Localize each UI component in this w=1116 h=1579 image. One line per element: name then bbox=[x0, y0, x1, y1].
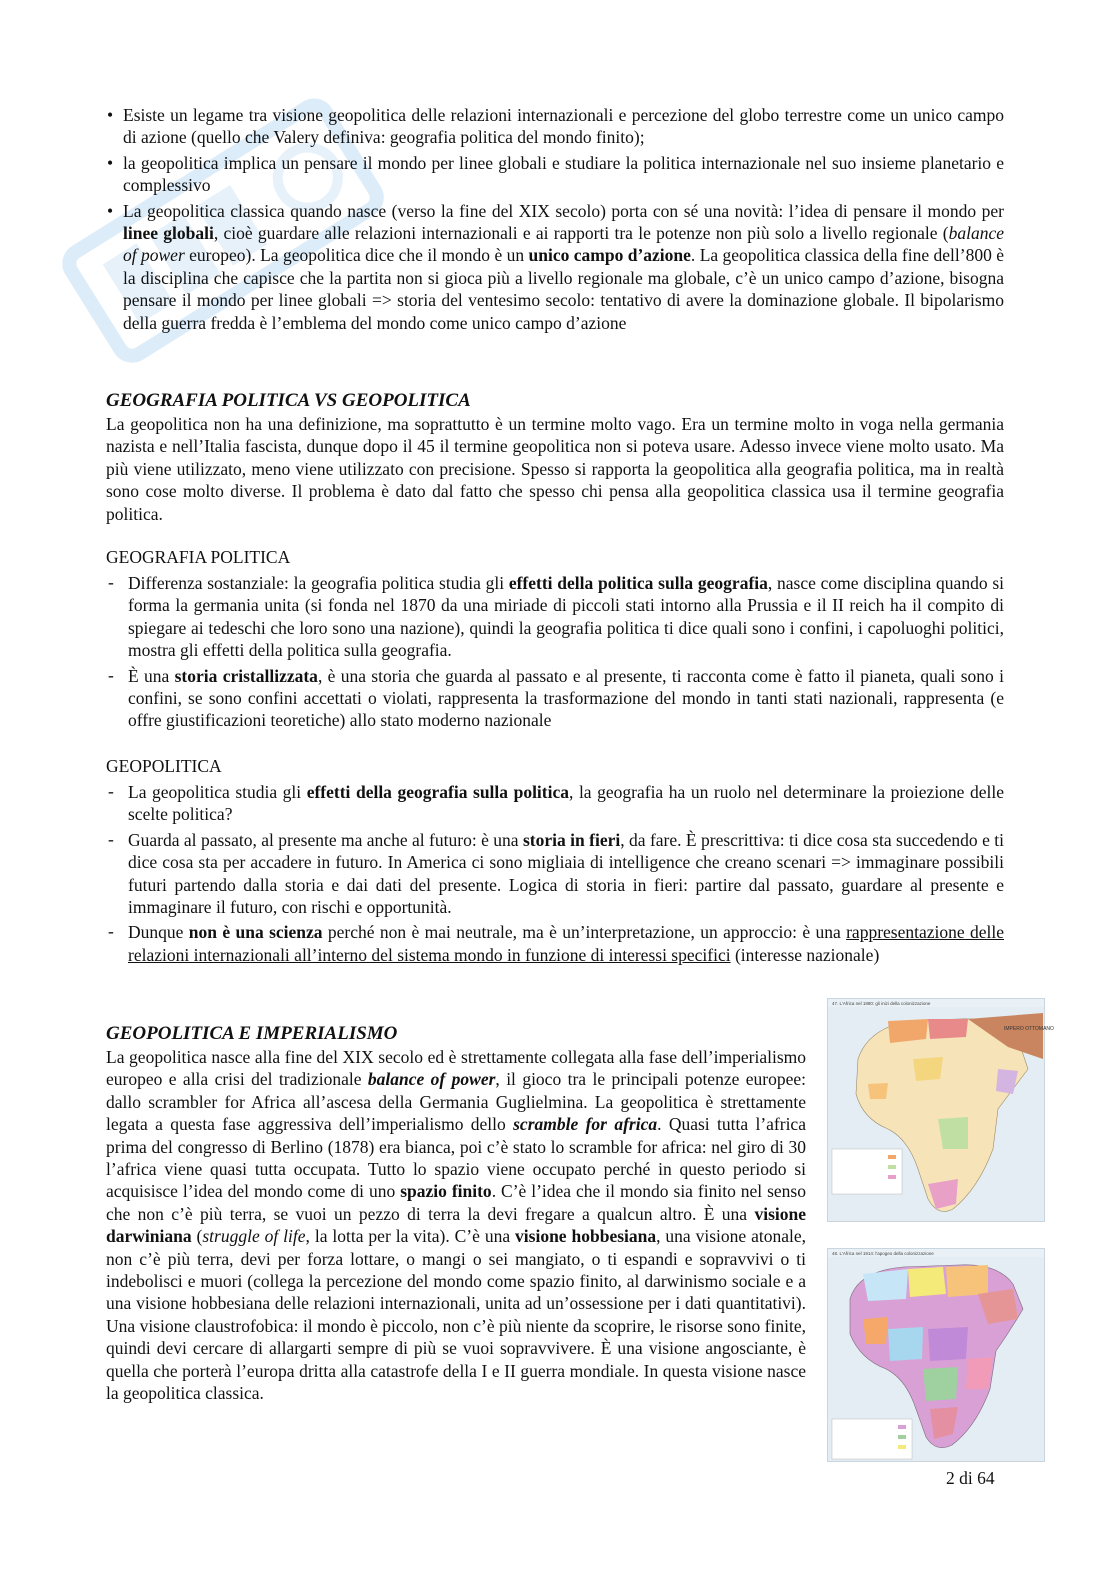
section-geografia-politica bbox=[106, 546, 1004, 735]
section-title: GEOPOLITICA E IMPERIALISMO bbox=[106, 1023, 398, 1044]
list-item bbox=[106, 781, 1004, 826]
bold-text: spazio finito bbox=[400, 1181, 492, 1202]
text-run: , è una storia che guarda al passato e al presente, ti racconta come è fatto il pianeta, quali sono i confini, se sono confini accettati o violati, rappresenta la trasformazione del mondo in tanti stati nazionali, rappresenta (e offre giustificazioni teoretiche) allo stato moderno nazionale bbox=[128, 665, 1004, 731]
text-run: La geopolitica studia gli bbox=[128, 782, 307, 802]
list-item bbox=[106, 921, 1004, 966]
text-run: europeo). La geopolitica dice che il mondo è un bbox=[184, 245, 529, 266]
intro-bullet-list bbox=[106, 104, 1004, 334]
text-run: la geopolitica implica un pensare il mondo per linee globali e studiare la politica internazionale nel suo insieme planetario e complessivo bbox=[123, 152, 1004, 196]
africa-map-1914-image bbox=[828, 1249, 1044, 1461]
intro-section bbox=[106, 104, 1004, 337]
section-geopolitica bbox=[106, 755, 1004, 969]
text-run: , la lotta per la vita). C’è una bbox=[305, 1226, 516, 1247]
list-item bbox=[106, 152, 1004, 197]
map-label-impero-ottomano: IMPERO OTTOMANO bbox=[1004, 1026, 1054, 1032]
text-run: . Quasi tutta l’africa prima del congresso di Berlino (1878) era bianca, poi c’è stato lo scramble for africa: nel giro di 30 l’africa viene quasi tutta occupata. Tutto lo spazio viene occupato perché in questo periodo si acquisisce l’idea del mondo come di uno bbox=[106, 1114, 806, 1202]
section-paragraph bbox=[106, 1046, 806, 1405]
text-run: perché non è mai neutrale, ma è un’interpretazione, un approccio: è una bbox=[322, 922, 847, 943]
text-run: , il gioco tra le principali potenze europee: dallo scrambler for Africa all’ascesa della Germania Guglielmina. La geopolitica è strettamente legata a questa fase aggressiva dell’imperialismo dello bbox=[106, 1069, 807, 1135]
text-run: La geopolitica nasce alla fine del XIX secolo ed è strettamente collegata alla fase dell’imperialismo europeo e alla crisi del tradizionale bbox=[106, 1047, 806, 1090]
subsection-title: GEOPOLITICA bbox=[106, 756, 222, 776]
bold-text: balance of power bbox=[367, 1069, 496, 1090]
text-run: , una visione atonale, non c’è più terra, devi per forza lottare, o mangi o sei mangiato, o ti espandi e sopravvivi o ti indebolisci e muori (collega la percezione del mondo come spazio finito, al darwinismo sociale e a una visione hobbesiana delle relazioni internazionali, unita ad un’ossessione per i dati quantitativi). Una visione claustrofobica: il mondo è piccolo, non c’è più niente da scoprire, le risorse sono finite, quindi devi cercare di allargarti sempre di più se vuoi sopravvivere. È una visione angosciante, è quella che porterà l’europa dritta alla catastrofe della I e II guerra mondiale. In questa visione nasce la geopolitica classica. bbox=[106, 1226, 807, 1404]
geopolitica-list bbox=[106, 781, 1004, 966]
text-run: , cioè guardare alle relazioni internazionali e ai rapporti tra le potenze non più solo a livello regionale ( bbox=[213, 223, 949, 244]
text-run: , da fare. È prescrittiva: ti dice cosa sta succedendo e ti dice cosa sta per accadere in futuro. In America ci sono migliaia di intelligence che creano scenari => immaginare possibili futuri partendo dalla storia e dai dati del presente. Logica di storia in fieri: partire dal passato, guardare al presente e immaginare il futuro, con rischi e opportunità. bbox=[128, 829, 1004, 918]
africa-map-1880-image bbox=[828, 999, 1054, 1221]
bold-text: non è una scienza bbox=[188, 922, 323, 943]
italic-text: balance of power bbox=[123, 223, 1005, 266]
section-title: GEOGRAFIA POLITICA VS GEOPOLITICA bbox=[106, 390, 471, 411]
map-caption: 48. L'Africa nel 1914: l'apogeo della colonizzazione bbox=[832, 1251, 934, 1256]
text-run: È una bbox=[128, 665, 175, 686]
list-item bbox=[106, 104, 1004, 149]
list-item bbox=[106, 665, 1004, 732]
africa-map-1880 bbox=[827, 998, 1054, 1222]
text-run: (interesse nazionale) bbox=[730, 944, 880, 965]
map-caption: 47. L'Africa nel 1880: gli inizi della colonizzazione bbox=[832, 1001, 931, 1006]
text-run: . La geopolitica classica della fine dell’800 è la disciplina che capisce che la partita non si gioca più a livello regionale ma globale, c’è un unico campo d’azione, bisogna pensare il mondo per linee globali => storia del ventesimo secolo: tentativo di avere la dominazione globale. Il bipolarismo della guerra fredda è l’emblema del mondo come unico campo d’azione bbox=[123, 245, 1004, 333]
page-number: 2 di 64 bbox=[946, 1468, 995, 1488]
text-run: Dunque bbox=[128, 922, 189, 943]
text-run: Differenza sostanziale: la geografia politica studia gli bbox=[128, 573, 509, 593]
list-item bbox=[106, 200, 1004, 334]
text-run: , nasce come disciplina quando si forma la germania unita (si fonda nel 1870 da una miriade di piccoli stati intorno alla Prussia e il II reich ha il compito di spiegare ai tedeschi che loro sono una nazione), quindi la geografia politica ti dice quali sono i confini, i capoluoghi politici, mostra gli effetti della politica sulla geografia. bbox=[128, 573, 1004, 661]
underlined-text: rappresentazione delle relazioni internazionali all’interno del sistema mondo in funzione di interessi specifici bbox=[128, 922, 1005, 965]
text-run: Guarda al passato, al presente ma anche al futuro: è una bbox=[128, 829, 523, 850]
bold-text: effetti della politica sulla geografia bbox=[508, 573, 768, 593]
bold-text: storia in fieri bbox=[522, 829, 621, 850]
bold-text: storia cristallizzata bbox=[174, 665, 318, 686]
text-run: . C’è l’idea che il mondo sia finito nel senso che non c’è più terra, se vuoi un pezzo di terra la devi fregare a qualcun altro. È una bbox=[106, 1181, 806, 1224]
list-item bbox=[106, 829, 1004, 919]
section-paragraph: La geopolitica non ha una definizione, ma soprattutto è un termine molto vago. Era un termine molto in voga nella germania nazista e nell’Italia fascista, dunque dopo il 45 il termine geopolitica non si poteva usare. Adesso invece viene molto usato. Ma più viene utilizzato, meno viene utilizzato con precisione. Spesso si rapporta la geopolitica alla geografia politica, ma in realtà sono cose molto diverse. Il problema è dato dal fatto che spesso chi pensa alla geopolitica classica usa il termine geografia politica. bbox=[106, 414, 1004, 524]
bold-text: visione hobbesiana bbox=[515, 1226, 657, 1247]
section-geografia-vs-geopolitica bbox=[106, 389, 1004, 525]
text-run: ( bbox=[191, 1226, 203, 1247]
geografia-politica-list bbox=[106, 572, 1004, 732]
bold-text: unico campo d’azione bbox=[528, 245, 691, 266]
bold-text: linee globali bbox=[123, 223, 214, 244]
text-run: Esiste un legame tra visione geopolitica delle relazioni internazionali e percezione del globo terrestre come un unico campo di azione (quello che Valery definiva: geografia politica del mondo finito); bbox=[123, 105, 1004, 148]
subsection-title: GEOGRAFIA POLITICA bbox=[106, 547, 291, 567]
africa-map-1914 bbox=[827, 1248, 1045, 1462]
section-geopolitica-imperialismo bbox=[106, 1022, 806, 1405]
text-run: La geopolitica classica quando nasce (verso la fine del XIX secolo) porta con sé una novità: l’idea di pensare il mondo per bbox=[123, 200, 1004, 221]
italic-text: struggle of life bbox=[202, 1226, 306, 1247]
list-item bbox=[106, 572, 1004, 662]
text-run: , la geografia ha un ruolo nel determinare la proiezione delle scelte politica? bbox=[128, 782, 1005, 825]
bold-text: effetti della geografia sulla politica bbox=[306, 782, 570, 802]
bold-text: visione darwiniana bbox=[106, 1203, 806, 1247]
bold-text: scramble for africa bbox=[513, 1114, 658, 1135]
